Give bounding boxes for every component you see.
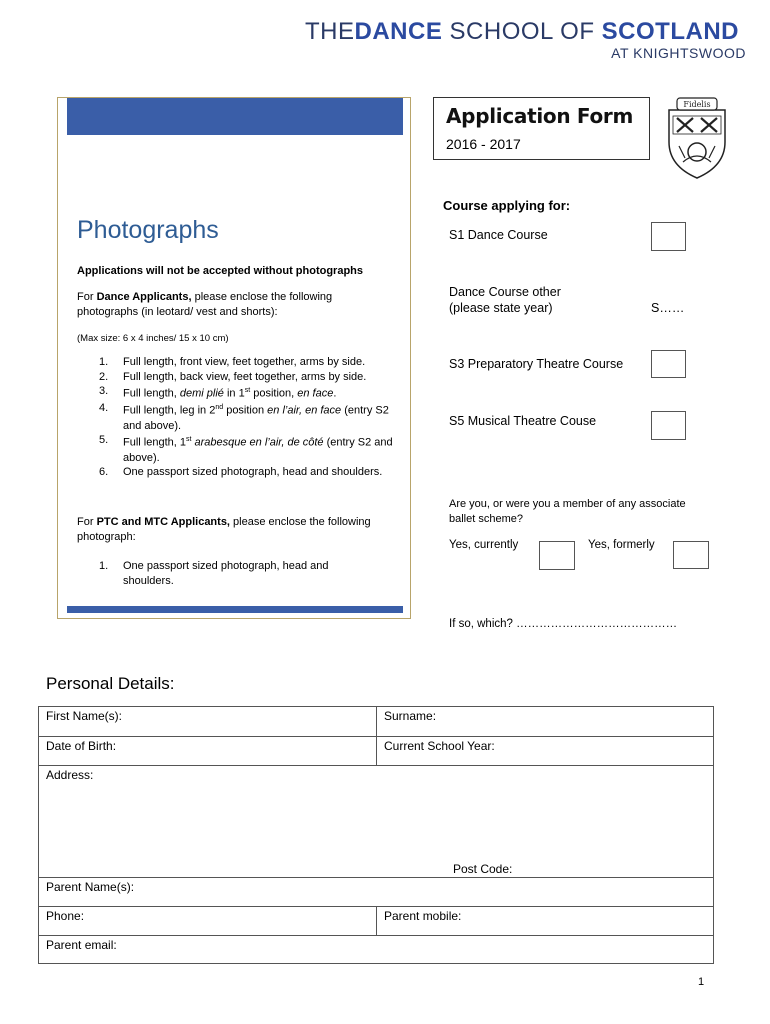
logo-subtitle: AT KNIGHTSWOOD bbox=[611, 45, 746, 61]
logo-the: THE bbox=[305, 18, 355, 45]
dance-applicants-intro: For Dance Applicants, please enclose the following photographs (in leotard/ vest and shorts): bbox=[77, 291, 333, 318]
s5-course-label: S5 Musical Theatre Couse bbox=[449, 414, 597, 428]
which-scheme-field[interactable]: If so, which? …………………………………… bbox=[449, 618, 678, 630]
surname-field[interactable]: Surname: bbox=[377, 707, 714, 737]
logo-dance: DANCE bbox=[354, 18, 443, 45]
list-item: 5. Full length, 1st arabesque en l’air, de côté (entry S2 and above). bbox=[99, 434, 393, 464]
photographs-warning: Applications will not be accepted without photographs bbox=[77, 265, 364, 277]
parent-mobile-field[interactable]: Parent mobile: bbox=[377, 907, 714, 936]
school-logo bbox=[305, 18, 739, 46]
yes-formerly-label: Yes, formerly bbox=[588, 539, 655, 551]
post-code-label: Post Code: bbox=[453, 862, 513, 876]
dance-photo-list bbox=[77, 355, 397, 480]
dance-course-other-label: Dance Course other (please state year) bbox=[449, 285, 561, 315]
s3-course-label: S3 Preparatory Theatre Course bbox=[449, 357, 624, 371]
yes-formerly-checkbox[interactable] bbox=[673, 541, 709, 569]
page-number: 1 bbox=[698, 976, 705, 988]
list-item: 1. One passport sized photograph, head and shoulders. bbox=[99, 560, 329, 587]
personal-details-table bbox=[38, 706, 714, 964]
panel-bottom-bar bbox=[67, 606, 403, 613]
logo-school-of: SCHOOL OF bbox=[449, 18, 595, 45]
s5-course-checkbox[interactable] bbox=[651, 411, 686, 440]
list-item: 6. One passport sized photograph, head and shoulders. bbox=[99, 466, 383, 479]
ptc-applicants-intro: For PTC and MTC Applicants, please enclose the following photograph: bbox=[77, 516, 371, 543]
yes-currently-checkbox[interactable] bbox=[539, 541, 575, 570]
application-title: Application Form bbox=[446, 104, 634, 128]
ptc-photo-list bbox=[77, 559, 377, 588]
application-form-box bbox=[433, 97, 650, 160]
personal-details-title: Personal Details: bbox=[46, 674, 175, 693]
yes-currently-label: Yes, currently bbox=[449, 539, 519, 551]
first-name-field[interactable]: First Name(s): bbox=[39, 707, 377, 737]
parent-names-field[interactable]: Parent Name(s): bbox=[39, 878, 714, 907]
panel-top-bar bbox=[67, 98, 403, 135]
list-item: 1. Full length, front view, feet together, arms by side. bbox=[99, 356, 366, 368]
list-item: 3. Full length, demi plié in 1st position, en face. bbox=[99, 385, 337, 400]
school-crest-icon bbox=[665, 96, 729, 180]
phone-field[interactable]: Phone: bbox=[39, 907, 377, 936]
list-item: 4. Full length, leg in 2nd position en l’air, en face (entry S2 and above). bbox=[99, 402, 389, 432]
logo-scotland: SCOTLAND bbox=[601, 18, 739, 45]
s1-dance-course-checkbox[interactable] bbox=[651, 222, 686, 251]
parent-email-field[interactable]: Parent email: bbox=[39, 936, 714, 964]
dance-course-other-year[interactable]: S…… bbox=[651, 301, 685, 315]
associate-scheme-question: Are you, or were you a member of any associate ballet scheme? bbox=[449, 498, 686, 525]
course-heading: Course applying for: bbox=[443, 198, 571, 213]
photographs-title: Photographs bbox=[77, 216, 219, 244]
list-item: 2. Full length, back view, feet together, arms by side. bbox=[99, 370, 367, 383]
s1-dance-course-label: S1 Dance Course bbox=[449, 228, 548, 242]
current-school-year-field[interactable]: Current School Year: bbox=[377, 737, 714, 766]
s3-course-checkbox[interactable] bbox=[651, 350, 686, 378]
address-field[interactable]: Address: Post Code: bbox=[39, 766, 714, 878]
application-year: 2016 - 2017 bbox=[446, 136, 521, 152]
crest-motto: Fidelis bbox=[683, 100, 711, 109]
max-size-note: (Max size: 6 x 4 inches/ 15 x 10 cm) bbox=[77, 333, 229, 344]
date-of-birth-field[interactable]: Date of Birth: bbox=[39, 737, 377, 766]
